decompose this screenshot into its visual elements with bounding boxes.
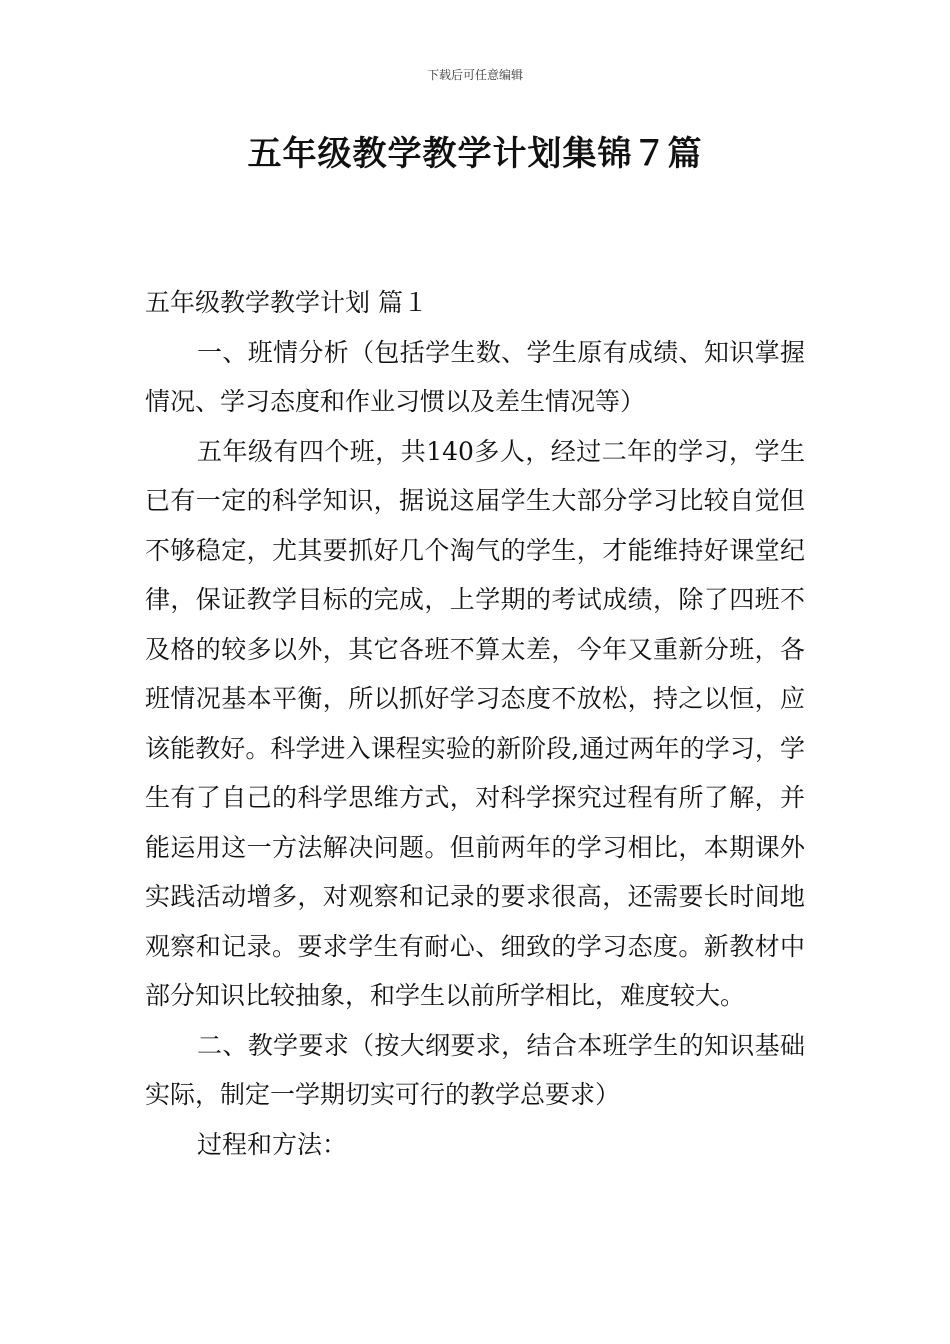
section-heading: 五年级教学教学计划 篇１ <box>145 288 428 317</box>
header-note: 下载后可任意编辑 <box>426 68 523 82</box>
paragraph-class-analysis-heading: 一、班情分析（包括学生数、学生原有成绩、知识掌握情况、学习态度和作业习惯以及差生情况等） <box>145 337 805 416</box>
paragraph-teaching-requirements: 二、教学要求（按大纲要求，结合本班学生的知识基础实际，制定一学期切实可行的教学总要求） <box>145 1030 805 1109</box>
document-title: 五年级教学教学计划集锦７篇 <box>247 134 703 174</box>
paragraph-process-and-methods: 过程和方法： <box>197 1129 348 1159</box>
document-body <box>145 278 805 1169</box>
paragraph-class-analysis-body: 五年级有四个班，共140多人，经过二年的学习，学生已有一定的科学知识，据说这届学生大部分学习比较自觉但不够稳定，尤其要抓好几个淘气的学生，才能维持好课堂纪律，保证教学目标的完成，上学期的考试成绩，除了四班不及格的较多以外，其它各班不算太差，今年又重新分班，各班情况基本平衡，所以抓好学习态度不放松，持之以恒，应该能教好。科学进入课程实验的新阶段,通过两年的学习，学生有了自己的科学思维方式，对科学探究过程有所了解，并能运用这一方法解决问题。但前两年的学习相比，本期课外实践活动增多，对观察和记录的要求很高，还需要长时间地观察和记录。要求学生有耐心、细致的学习态度。新教材中部分知识比较抽象，和学生以前所学相比，难度较大。 <box>145 436 805 1010</box>
